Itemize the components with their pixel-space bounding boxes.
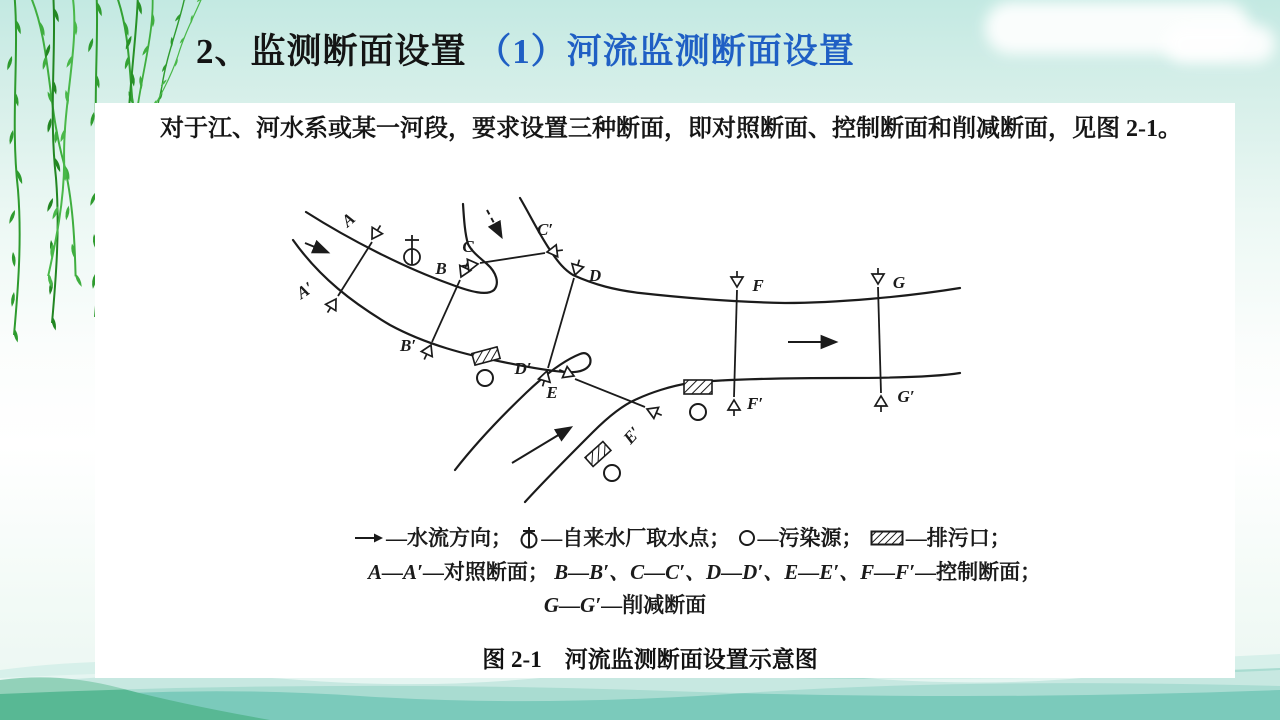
tributary2-right-and-lower-bank [525, 373, 960, 502]
figure-caption: 图 2-1 河流监测断面设置示意图 [482, 647, 818, 672]
label-a: A [338, 208, 359, 231]
river-diagram [275, 190, 975, 510]
section-line-a [338, 242, 372, 296]
willow-strand [41, 0, 87, 289]
outfall-icon [585, 442, 611, 467]
section-line-e [575, 379, 645, 407]
pollution-source-icon [477, 370, 493, 386]
label-f: F [752, 276, 764, 295]
legend-line3 [95, 589, 1155, 619]
legend-line2 [368, 556, 1041, 586]
legend-outfall-text: —排污口； [905, 526, 1011, 550]
sewage-outfalls [472, 347, 712, 467]
label-c2: C′ [536, 220, 554, 239]
section-line-c [480, 253, 545, 263]
intake-icon [519, 526, 539, 550]
legend-pollution-text: —污染源； [757, 526, 863, 550]
pollution-source-icon [690, 404, 706, 420]
flow-arrows [305, 210, 835, 463]
label-c: C [462, 237, 474, 256]
label-d: D [588, 266, 602, 285]
label-a2: A′ [293, 278, 317, 303]
legend-line2-sections-b: B—B′、C—C′、D—D′、E—E′、F—F′ [554, 560, 916, 584]
legend-line2-text-b: —控制断面； [915, 560, 1042, 584]
label-d2: D′ [514, 359, 532, 378]
label-b2: B′ [399, 336, 417, 355]
body-paragraph: 对于江、河水系或某一河段，要求设置三种断面，即对照断面、控制断面和削减断面，见图 2-1。 [160, 116, 1182, 142]
willow-strand [6, 0, 24, 343]
legend-line3-sections: G—G′ [543, 593, 602, 617]
cloud-small [1165, 25, 1275, 63]
outfall-icon [684, 380, 712, 394]
legend-line2-sections-a: A—A′ [368, 560, 423, 584]
flow-arrow-tributary1 [487, 210, 501, 236]
legend-flow-text: —水流方向； [386, 526, 512, 550]
outfall-icon [870, 530, 904, 546]
label-e: E [546, 383, 558, 402]
title-blue: （1）河流监测断面设置 [476, 32, 855, 71]
section-line-f [734, 290, 737, 397]
flow-arrow-icon [354, 532, 384, 544]
label-g: G [892, 273, 906, 292]
label-g2: G′ [897, 387, 915, 406]
label-e2: E′ [619, 422, 645, 448]
flow-arrow-main-left [305, 243, 327, 252]
pollution-icon [738, 529, 756, 547]
section-lines [338, 242, 881, 407]
section-line-d [548, 278, 574, 368]
willow-strand [44, 0, 62, 331]
section-line-b [432, 280, 460, 342]
water-intake-symbol [404, 235, 420, 265]
page-title [196, 24, 855, 74]
label-f2: F′ [746, 394, 764, 413]
legend-intake-text: —自来水厂取水点； [541, 526, 731, 550]
outfall-icon [472, 347, 500, 365]
title-black: 2、监测断面设置 [196, 32, 467, 71]
river-banks [293, 198, 960, 502]
legend-line1 [352, 522, 1011, 554]
legend-line3-text: —削减断面 [601, 593, 707, 617]
legend-line2-text-a: —对照断面； [422, 560, 549, 584]
flow-arrow-tributary2 [512, 428, 570, 463]
label-b: B [435, 259, 447, 278]
section-labels [292, 209, 914, 449]
pollution-source-icon [604, 465, 620, 481]
